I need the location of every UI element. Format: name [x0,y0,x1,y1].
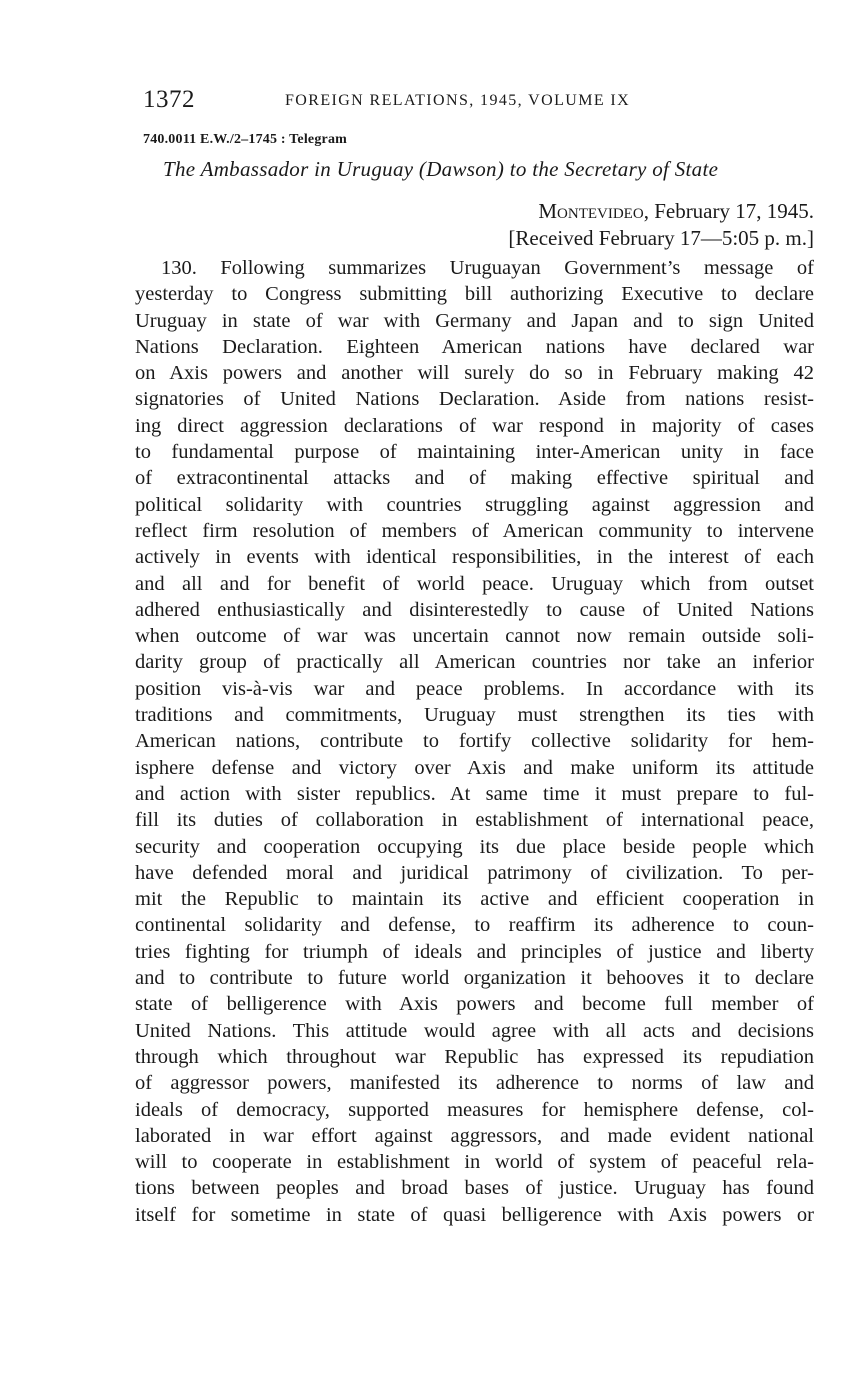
body-line: of extracontinental attacks and of making effective spiritual and [135,467,814,490]
body-line: through which throughout war Republic has expressed its repudiation [135,1045,814,1068]
body-line: fill its duties of collaboration in establishment of international peace, [135,809,814,832]
body-line: and to contribute to future world organization it behooves it to declare [135,967,814,990]
body-line: security and cooperation occupying its due place beside people which [135,835,814,858]
body-line: of aggressor powers, manifested its adherence to norms of law and [135,1072,814,1095]
body-line: on Axis powers and another will surely do so in February making 42 [135,362,814,385]
body-line: American nations, contribute to fortify collective solidarity for hem- [135,730,814,753]
body-line: state of belligerence with Axis powers and become full member of [135,993,814,1016]
body-line: to fundamental purpose of maintaining inter-American unity in face [135,441,814,464]
body-line: ing direct aggression declarations of war respond in majority of cases [135,414,814,437]
place: Montevideo [538,199,644,223]
body-line: and all and for benefit of world peace. Uruguay which from outset [135,572,814,595]
body-line: and action with sister republics. At same time it must prepare to ful- [135,782,814,805]
body-line: political solidarity with countries struggling against aggression and [135,493,814,516]
running-header [143,86,833,116]
body-line: tions between peoples and broad bases of justice. Uruguay has found [135,1177,814,1200]
body-line: actively in events with identical responsibilities, in the interest of each [135,546,814,569]
body-line: Nations Declaration. Eighteen American nations have declared war [135,335,814,358]
received-line: [Received February 17—5:05 p. m.] [508,226,814,250]
header-title: FOREIGN RELATIONS, 1945, VOLUME IX [285,92,631,109]
body-line: have defended moral and juridical patrimony of civilization. To per- [135,861,814,884]
body-line: tries fighting for triumph of ideals and principles of justice and liberty [135,940,814,963]
body-line: yesterday to Congress submitting bill authorizing Executive to declare [135,283,814,306]
body-line: United Nations. This attitude would agree with all acts and decisions [135,1019,814,1042]
file-reference: 740.0011 E.W./2–1745 : Telegram [143,132,348,147]
body-line: signatories of United Nations Declaration. Aside from nations resist- [135,388,814,411]
body-line: 130. Following summarizes Uruguayan Government’s message of [161,257,814,279]
document-title: The Ambassador in Uruguay (Dawson) to the Secretary of State [163,157,719,181]
body-line: will to cooperate in establishment in world of system of peaceful rela- [135,1151,814,1174]
body-line: reflect firm resolution of members of American community to intervene [135,519,814,542]
body-line: itself for sometime in state of quasi belligerence with Axis powers or [135,1203,814,1226]
body-line: traditions and commitments, Uruguay must strengthen its ties with [135,704,814,727]
body-line: laborated in war effort against aggressors, and made evident national [135,1124,814,1147]
body-line: Uruguay in state of war with Germany and Japan and to sign United [135,309,814,332]
body-line: continental solidarity and defense, to reaffirm its adherence to coun- [135,914,814,937]
body-line: position vis-à-vis war and peace problems. In accordance with its [135,677,814,700]
page-number: 1372 [143,86,195,113]
body-line: when outcome of war was uncertain cannot now remain outside soli- [135,625,814,648]
place-date-line [538,199,814,224]
body-line: ideals of democracy, supported measures for hemisphere defense, col- [135,1098,814,1121]
body-line: adhered enthusiastically and disinterestedly to cause of United Nations [135,598,814,621]
body-line: isphere defense and victory over Axis and make uniform its attitude [135,756,814,779]
body-line: darity group of practically all American countries nor take an inferior [135,651,814,674]
date: , February 17, 1945. [643,199,814,223]
body-text [135,255,814,1228]
body-line: mit the Republic to maintain its active and efficient cooperation in [135,888,814,911]
